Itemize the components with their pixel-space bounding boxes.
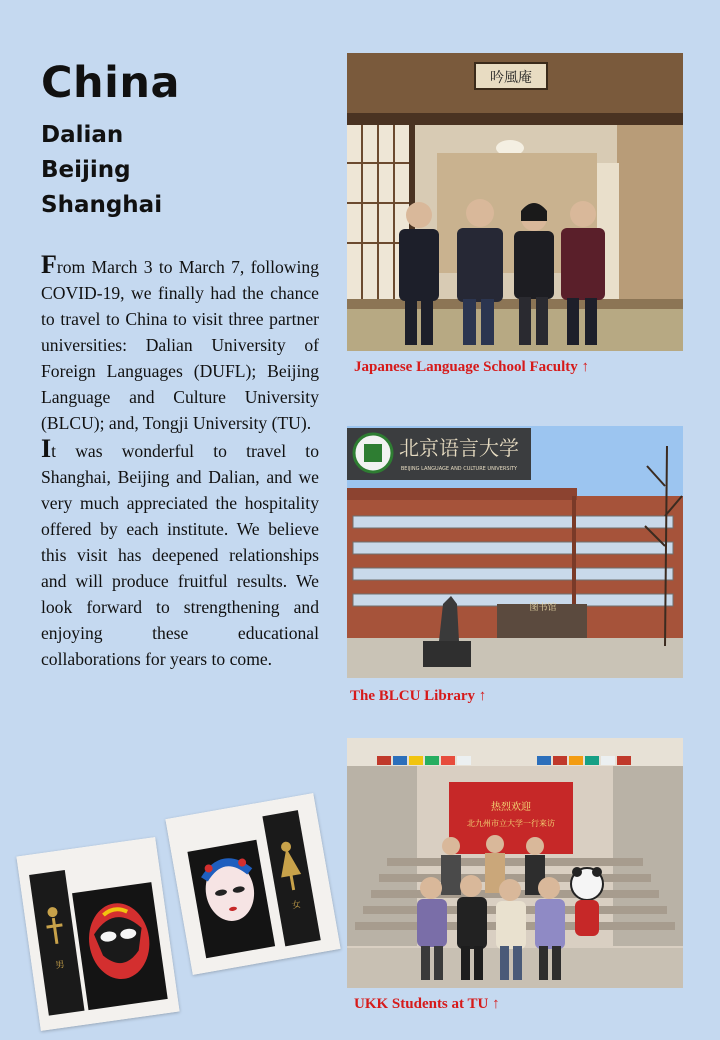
university-sign-en: BEIJING LANGUAGE AND CULTURE UNIVERSITY	[400, 466, 518, 472]
paragraph-text: t was wonderful to travel to Shanghai, Beijing and Dalian, and we very much appreciated the hospitality offered by each institute. We believe this visit has deepened relationships and will produce fruitful results. We look forward to strengthening and enjoying these educational collaborations for years to come.	[41, 441, 319, 669]
banner-line-1: 热烈欢迎	[491, 802, 531, 813]
paragraph	[41, 436, 319, 672]
article-body	[41, 252, 319, 672]
university-sign-cn: 北京语言大学	[399, 436, 519, 460]
students-caption: UKK Students at TU ↑	[354, 996, 500, 1012]
page-title: China	[41, 58, 181, 108]
city-item: Beijing	[41, 157, 131, 183]
building-sign: 图书馆	[529, 603, 557, 613]
library-photo	[347, 426, 683, 678]
students-photo	[347, 738, 683, 988]
city-list	[41, 118, 162, 223]
faculty-caption: Japanese Language School Faculty ↑	[354, 359, 590, 375]
plaque-text-female: 女	[291, 900, 302, 912]
drop-cap: I	[41, 434, 52, 463]
city-item: Dalian	[41, 122, 124, 148]
city-item: Shanghai	[41, 192, 163, 218]
mask-photo-left	[16, 837, 179, 1031]
plaque-text-male: 男	[54, 960, 66, 972]
banner-line-2: 北九州市立大学一行来访	[467, 819, 555, 828]
faculty-photo	[347, 53, 683, 351]
room-sign-text: 吟風庵	[490, 70, 532, 86]
library-caption: The BLCU Library ↑	[350, 688, 487, 704]
paragraph-text: rom March 3 to March 7, following COVID-19, we finally had the chance to travel to China to visit three partner universities: Dalian University of Foreign Languages (DUFL); Beijing Language and Culture University (BLCU); and, Tongji University (TU).	[41, 257, 319, 433]
mask-photo-right	[165, 793, 340, 975]
drop-cap: F	[41, 250, 57, 279]
paragraph	[41, 252, 319, 436]
